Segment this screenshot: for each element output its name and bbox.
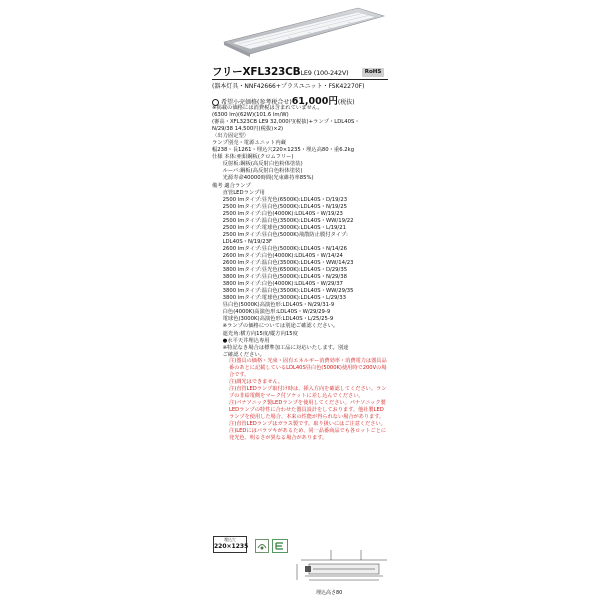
model-suffix: LE9 (300, 69, 312, 77)
spec-line: ルーバ:鋼板(高反射白色粉体塗装) (212, 168, 303, 175)
spec-line: 2500 lmタイプ:昼白色(5000K):LDL40S・N/19/25 (212, 203, 347, 210)
spec-line: 遮光角:横方向15度/縦方向15度 (212, 330, 298, 337)
product-image (208, 6, 388, 64)
cutout-badge (213, 536, 247, 553)
spec-line: ※掲載の価格には消費税は含まれていません。 (212, 105, 323, 111)
notes-list (229, 358, 387, 442)
spec-line: 電球色(3000K)高演色形:LDL40S・L/25/25-9 (212, 316, 334, 323)
spec-line: 幅238・長1261・埋込穴220×1235・埋込高80・重6.2kg (212, 147, 355, 154)
spec-line: 2600 lmタイプ:昼白色(5000K):LDL40S・N/14/26 (212, 245, 347, 252)
spec-line: 3800 lmタイプ:昼白色(5000K):LDL40S・N/29/38 (212, 274, 347, 281)
spec-line: ランプ別売・電源ユニット内蔵 (212, 140, 286, 147)
spec-line: 反射板:鋼板(高反射白色粉体塗装) (212, 161, 303, 168)
spec-line: 3800 lmタイプ:電球色(3000K):LDL40S・L/29/33 (212, 295, 346, 302)
spec-line: 2600 lmタイプ:温白色(3500K):LDL40S・WW/14/23 (212, 260, 354, 267)
note-item: 注)LEDにはバラツキがあるため、同一品番商品でも各ロットごとに発光色、明るさが異なる場合があります。 (229, 428, 387, 441)
spec-line: 白色(4000K)高演色形:LDL40S・W/29/29-9 (212, 309, 331, 316)
spec-line: ●水平天井埋込専用 (212, 337, 270, 344)
title-divider (212, 79, 388, 80)
spec-line: 仕様 本体:亜鉛鋼板(クロムフリー) (212, 154, 294, 161)
spec-line: 昼白色(5000K)高演色形:LDL40S・N/29/31-9 (212, 302, 335, 309)
spec-line: LDL40S・N/19/23F (212, 238, 273, 245)
note-item: 注)パナソニック製LEDランプを使用してください。パナソニック製LEDランプの特性に合わせた器具設計をしております。他社製LEDランプを使用した場合、本来の性能が得られない場合があります。 (229, 400, 386, 420)
voltage: (100-242V) (313, 69, 349, 77)
diagram-caption: 埋込高さ80 (316, 590, 343, 596)
note-item: 注)直管LEDランプはガラス製です。取り扱いにはご注意ください。 (229, 421, 386, 427)
price-suffix: (税抜) (337, 99, 355, 106)
spec-line: 光源寿命40000時間(光束維持率85%) (212, 175, 314, 182)
spec-line: 2500 lmタイプ:昼白色(5000K)飛散防止膜付タイプ: (212, 231, 348, 238)
note-item: 注)器具の価格・光束・固有エネルギー消費効率・消費電力は器具品番のあとに記載しているLDL40S昼白色(5000K)使用時で200Vの場合です。 (229, 358, 387, 378)
spec-list (212, 105, 360, 359)
price-prefix: 希望小売価格(参考税合せ) (221, 99, 292, 106)
spec-line: N/29/38 14,500円(税抜)×2) (212, 126, 284, 133)
certification-icon (255, 538, 269, 552)
note-item: 注)直管LEDランプ取付け時は、挿入方向を確認してください。ランプの非給電側をマーク付ソケットに差し込んでください。 (229, 386, 387, 399)
eco-mark-icon (272, 538, 288, 552)
rohs-badge: RoHS (362, 68, 384, 77)
cutout-label: 埋込穴 (224, 537, 236, 542)
spec-line: 2600 lmタイプ:白色(4000K):LDL40S・W/14/24 (212, 252, 343, 259)
note-item: 注)調光はできません。 (229, 379, 284, 385)
spec-line: (審高・XFL323CB LE9 32,000円(税抜)+ランプ・LDL40S・ (212, 119, 360, 126)
spec-line: 備考 適合ランプ (212, 182, 251, 189)
model-name: フリーXFL323CB (212, 66, 301, 78)
price-value: 61,000円 (291, 96, 338, 107)
spec-line: 2500 lmタイプ:白色(4000K):LDL40S・W/19/23 (212, 210, 343, 217)
spec-line: 〈出力固定型〉 (212, 133, 250, 140)
spec-line: (6300 lm)(62W)(101.6 lm/W) (212, 112, 289, 119)
spec-line: 直管LEDランプ用 (212, 189, 265, 196)
spec-line: ※ランプの価格については別途ご確認ください。 (212, 323, 339, 330)
product-title (212, 64, 348, 79)
spec-line: 2500 lmタイプ:昼光色(6500K):LDL40S・D/19/23 (212, 196, 348, 203)
spec-line: 3800 lmタイプ:昼光色(6500K):LDL40S・D/29/35 (212, 267, 348, 274)
spec-line: 3800 lmタイプ:温白色(3500K):LDL40S・WW/29/35 (212, 288, 354, 295)
spec-line: 2500 lmタイプ:温白色(3500K):LDL40S・WW/19/22 (212, 217, 354, 224)
spec-line: 2500 lmタイプ:電球色(3000K):LDL40S・L/19/21 (212, 224, 346, 231)
spec-line: ※特記なき場合は標準加工品に対応いたします。別途 (212, 344, 349, 351)
cutout-size: 220×1235 (214, 543, 249, 550)
spec-line: ご確認ください。 (212, 351, 265, 358)
spec-line: 3800 lmタイプ:白色(4000K):LDL40S・W/29/37 (212, 281, 343, 288)
component-list: (器本灯具・NNF42666+プラスユニット・FSK42270F) (212, 83, 365, 90)
